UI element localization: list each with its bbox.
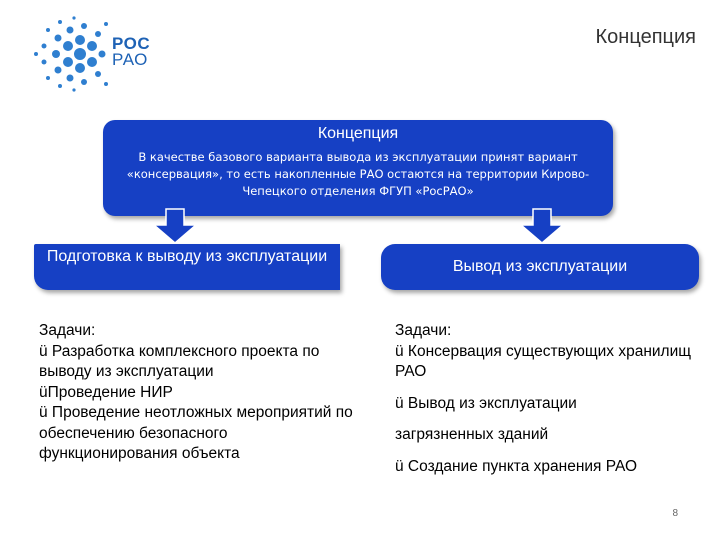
decommissioning-box: Вывод из эксплуатации xyxy=(381,244,699,290)
left-tasks xyxy=(39,321,359,465)
logo-text xyxy=(112,36,150,68)
list-item: ü Проведение неотложных мероприятий по обеспечению безопасного функционирования объекта xyxy=(39,404,353,462)
slide-title: Концепция xyxy=(595,26,696,48)
preparation-box: Подготовка к выводу из эксплуатации xyxy=(34,244,340,290)
page-number: 8 xyxy=(672,508,678,519)
concept-heading: Концепция xyxy=(317,125,399,142)
logo-line1: РОС xyxy=(112,34,151,53)
concept-box xyxy=(103,120,613,216)
down-arrow-right-icon xyxy=(519,208,565,244)
down-arrow-left-icon xyxy=(152,208,198,244)
concept-text: В качестве базового варианта вывода из эксплуатации принят вариант «консервация», то есть накопленные РАО остаются на территории Кирово-Чепецкого отделения ФГУП «РосРАО» xyxy=(126,150,590,198)
left-tasks-heading: Задачи: xyxy=(39,322,96,339)
list-item: загрязненных зданий xyxy=(395,426,549,443)
list-item: ü Вывод из эксплуатации xyxy=(395,394,577,412)
list-item: ü Создание пункта хранения РАО xyxy=(395,457,638,475)
list-item: üПроведение НИР xyxy=(39,383,173,401)
list-item: ü Консервация существующих хранилищ РАО xyxy=(395,342,691,380)
right-tasks xyxy=(395,321,695,477)
right-tasks-heading: Задачи: xyxy=(395,322,452,339)
list-item: ü Разработка комплексного проекта по выводу из эксплуатации xyxy=(39,342,320,380)
logo-line2: РАО xyxy=(112,50,148,69)
